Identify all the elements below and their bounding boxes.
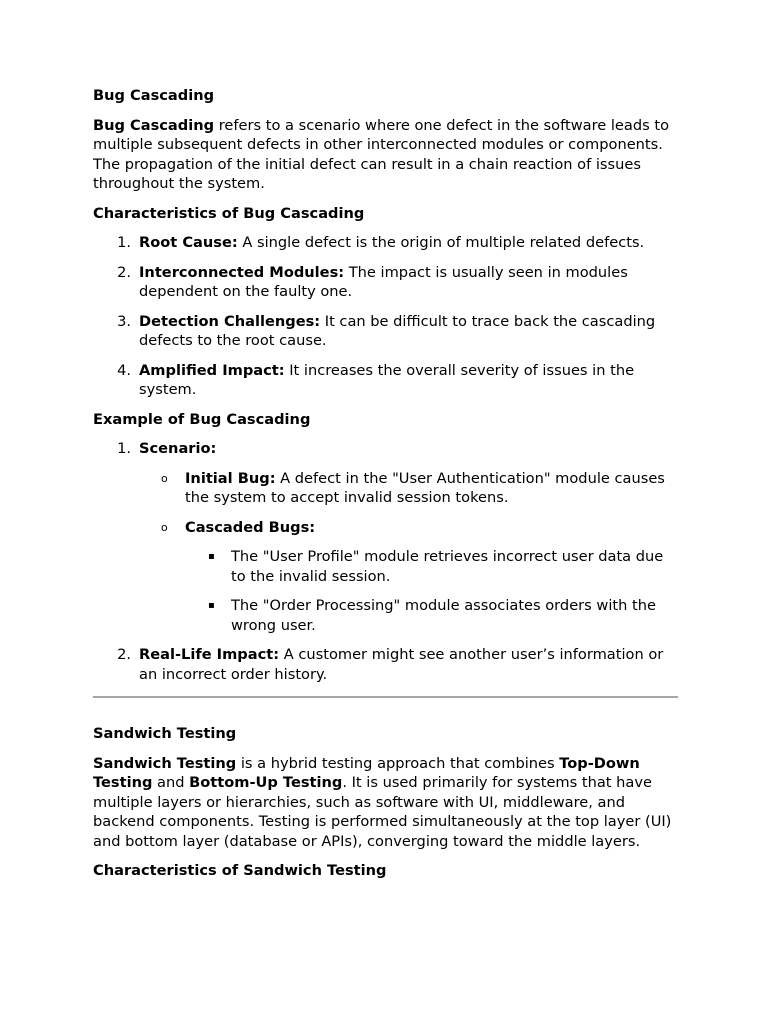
- square-bullet-icon: ▪: [208, 600, 215, 611]
- example-list: [93, 439, 678, 684]
- list-number: 3.: [117, 312, 131, 330]
- cascaded-sublist: [185, 547, 678, 635]
- circle-bullet-icon: o: [161, 471, 168, 485]
- list-number: 1.: [117, 234, 131, 251]
- section-title-sandwich-testing: Sandwich Testing: [93, 725, 237, 742]
- item-term: Root Cause:: [139, 234, 238, 251]
- intro-term: Sandwich Testing: [93, 754, 237, 772]
- item-term: Detection Challenges:: [139, 312, 321, 330]
- top-down-term: Top-Down Testing: [93, 754, 640, 791]
- list-item-scenario: [93, 439, 678, 635]
- horizontal-divider: [93, 696, 678, 698]
- characteristics-heading: Characteristics of Bug Cascading: [93, 204, 365, 222]
- item-term: Interconnected Modules:: [139, 263, 345, 281]
- cascaded-bugs-label: Cascaded Bugs:: [185, 518, 316, 536]
- list-item: [93, 312, 678, 351]
- intro-text: refers to a scenario where one defect in the software leads to multiple subsequent defects in other interconnected modules or components. The propagation of the initial defect can result in a chain reaction of issues throughout the system.: [93, 116, 669, 192]
- list-number: 4.: [117, 361, 131, 379]
- initial-bug-text: A defect in the "User Authentication" module causes the system to accept invalid session tokens.: [185, 469, 665, 506]
- section-title-bug-cascading: Bug Cascading: [93, 87, 215, 104]
- intro-text: is a hybrid testing approach that combines: [236, 754, 560, 772]
- example-heading: Example of Bug Cascading: [93, 410, 311, 428]
- characteristics-list: [93, 233, 678, 400]
- list-item: [185, 596, 678, 635]
- item-text: A single defect is the origin of multiple related defects.: [237, 234, 645, 251]
- document-page: [93, 86, 678, 891]
- cascaded-item-text: The "User Profile" module retrieves incorrect user data due to the invalid session.: [231, 548, 664, 585]
- list-number: 2.: [117, 646, 131, 663]
- bug-cascading-intro: [93, 116, 678, 194]
- list-item-cascaded-bugs: [139, 518, 678, 636]
- impact-text: A customer might see another user’s information or an incorrect order history.: [139, 646, 664, 683]
- list-item-real-life-impact: [93, 645, 678, 684]
- circle-bullet-icon: o: [161, 520, 168, 534]
- item-text: It can be difficult to trace back the cascading defects to the root cause.: [139, 312, 656, 349]
- cascaded-item-text: The "Order Processing" module associates orders with the wrong user.: [231, 597, 656, 634]
- intro-term: Bug Cascading: [93, 116, 215, 134]
- list-item: [185, 547, 678, 586]
- intro-text: . It is used primarily for systems that have multiple layers or hierarchies, such as software with UI, middleware, and backend components. Testing is performed simultaneously at the top layer (UI) and bottom layer (database or APIs), converging toward the middle layers.: [93, 774, 672, 850]
- sandwich-testing-intro: [93, 754, 678, 852]
- sandwich-characteristics-heading: Characteristics of Sandwich Testing: [93, 862, 387, 879]
- intro-text: and: [152, 774, 190, 791]
- list-number: 1.: [117, 440, 131, 457]
- list-item: [93, 361, 678, 400]
- impact-term: Real-Life Impact:: [139, 646, 280, 663]
- item-text: The impact is usually seen in modules dependent on the faulty one.: [139, 263, 628, 300]
- square-bullet-icon: ▪: [208, 551, 215, 562]
- scenario-sublist: [139, 469, 678, 636]
- bottom-up-term: Bottom-Up Testing: [189, 774, 343, 791]
- item-term: Amplified Impact:: [139, 361, 285, 379]
- scenario-label: Scenario:: [139, 440, 217, 457]
- list-number: 2.: [117, 263, 131, 281]
- initial-bug-term: Initial Bug:: [185, 469, 276, 487]
- list-item-initial-bug: [139, 469, 678, 508]
- item-text: It increases the overall severity of issues in the system.: [139, 361, 635, 398]
- list-item: [93, 233, 678, 253]
- list-item: [93, 263, 678, 302]
